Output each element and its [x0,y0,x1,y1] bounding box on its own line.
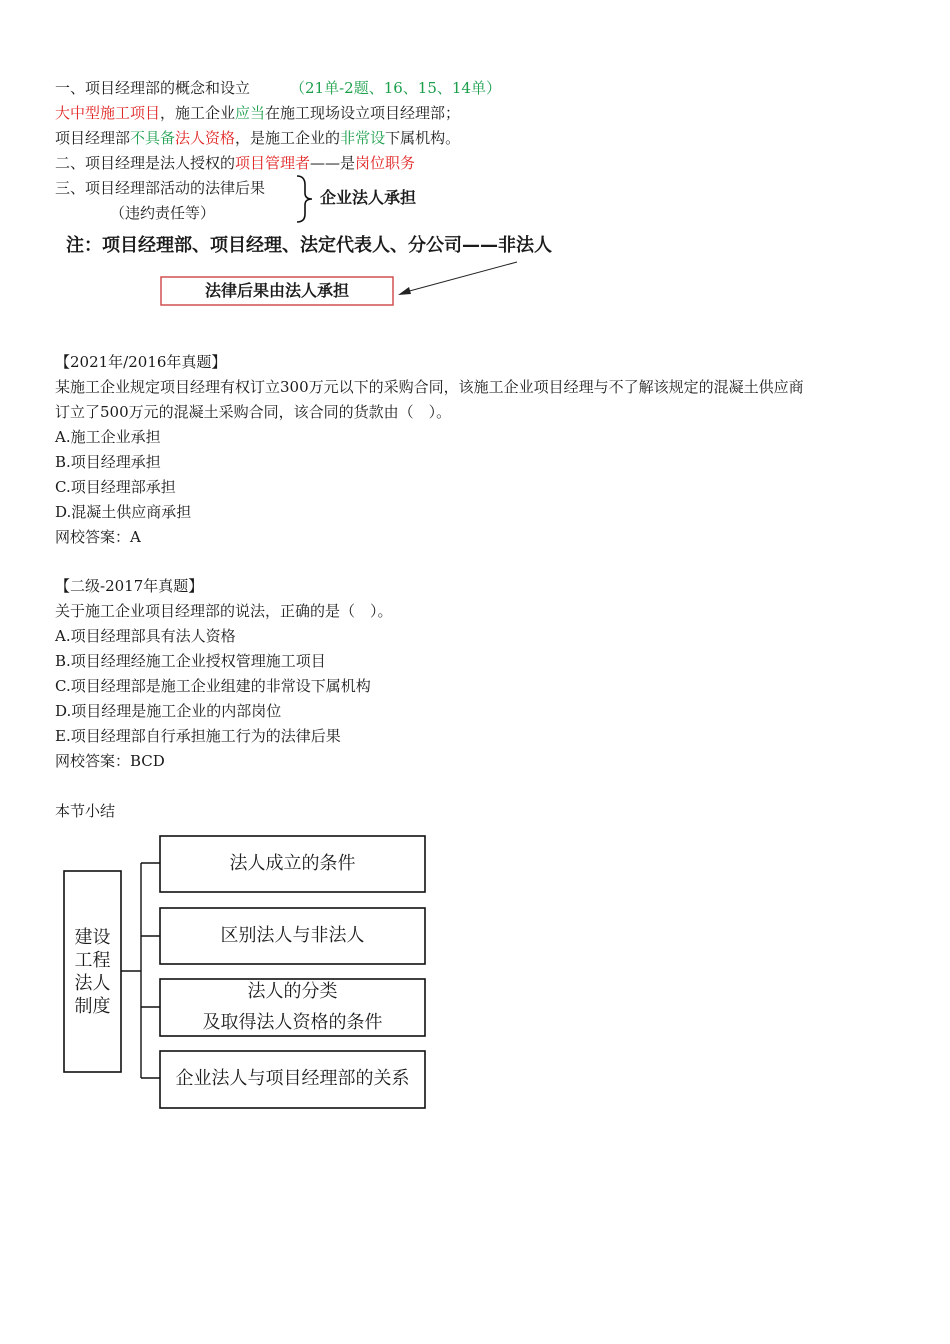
text: 二、项目经理是法人授权的 [55,154,236,172]
text: 项目经理部 [55,129,131,147]
q1-stem-line1: 某施工企业规定项目经理有权订立300万元以下的采购合同，该施工企业项目经理与不了解该规定的混凝土供应商 [55,378,804,396]
arrow-line [402,262,517,293]
q1-option-d: D.混凝土供应商承担 [55,503,192,521]
text-green: 应当 [235,104,266,122]
branch-2-label: 区别法人与非法人 [220,925,365,946]
q1-answer: 网校答案：A [55,528,141,546]
q1-stem-line2: 订立了500万元的混凝土采购合同，该合同的货款由（ ）。 [55,403,452,421]
q1-option-a: A.施工企业承担 [55,428,161,446]
q2-option-a: A.项目经理部具有法人资格 [55,627,236,645]
root-text-4: 制度 [74,996,111,1017]
root-text-2: 工程 [74,950,111,971]
brace-label: 企业法人承担 [320,188,417,207]
text: ，施工企业 [160,104,236,122]
text-red: 大中型施工项目 [55,104,161,122]
q2-option-b: B.项目经理经施工企业授权管理施工项目 [55,652,326,670]
q2-header: 【二级-2017年真题】 [55,577,204,595]
brace-shape [297,176,312,222]
q2-option-c: C.项目经理部是施工企业组建的非常设下属机构 [55,677,371,695]
branch-3-label-line1: 法人的分类 [247,981,338,1002]
root-box [64,926,121,1018]
text-red: 岗位职务 [355,154,416,172]
note-box-label: 法律后果由法人承担 [204,281,349,300]
branch-3-label-line2: 及取得法人资格的条件 [202,1012,383,1033]
text: ——是 [310,154,356,172]
q1-header: 【2021年/2016年真题】 [55,353,227,371]
text: 下属机构。 [385,129,461,147]
branch-1-label: 法人成立的条件 [229,853,356,874]
heading-text: 一、项目经理部的概念和设立 [55,79,251,97]
root-text-1: 建设 [74,927,111,948]
q2-option-e: E.项目经理部自行承担施工行为的法律后果 [55,727,341,745]
text-green: 非常设 [340,129,386,147]
root-text-3: 法人 [74,973,111,994]
summary-title: 本节小结 [55,802,116,820]
q2-option-d: D.项目经理是施工企业的内部岗位 [55,702,282,720]
note-line: 注：项目经理部、项目经理、法定代表人、分公司——非法人 [66,235,552,256]
arrow-head [398,287,411,295]
branch-4-label: 企业法人与项目经理部的关系 [175,1068,410,1089]
text-red: 项目管理者 [235,154,311,172]
text: ，是施工企业的 [235,129,341,147]
q2-stem: 关于施工企业项目经理部的说法，正确的是（ ）。 [55,602,393,620]
text-green: 不具备 [130,129,176,147]
heading-tag: （21单-2题、16、15、14单） [290,79,501,97]
line-legal-consequence: 三、项目经理部活动的法律后果 [55,179,266,197]
line-breach-note: （违约责任等） [110,204,216,222]
q2-answer: 网校答案：BCD [55,752,165,770]
text-red: 法人资格 [175,129,236,147]
q1-option-c: C.项目经理部承担 [55,478,176,496]
text: 在施工现场设立项目经理部； [265,104,461,122]
q1-option-b: B.项目经理承担 [55,453,161,471]
